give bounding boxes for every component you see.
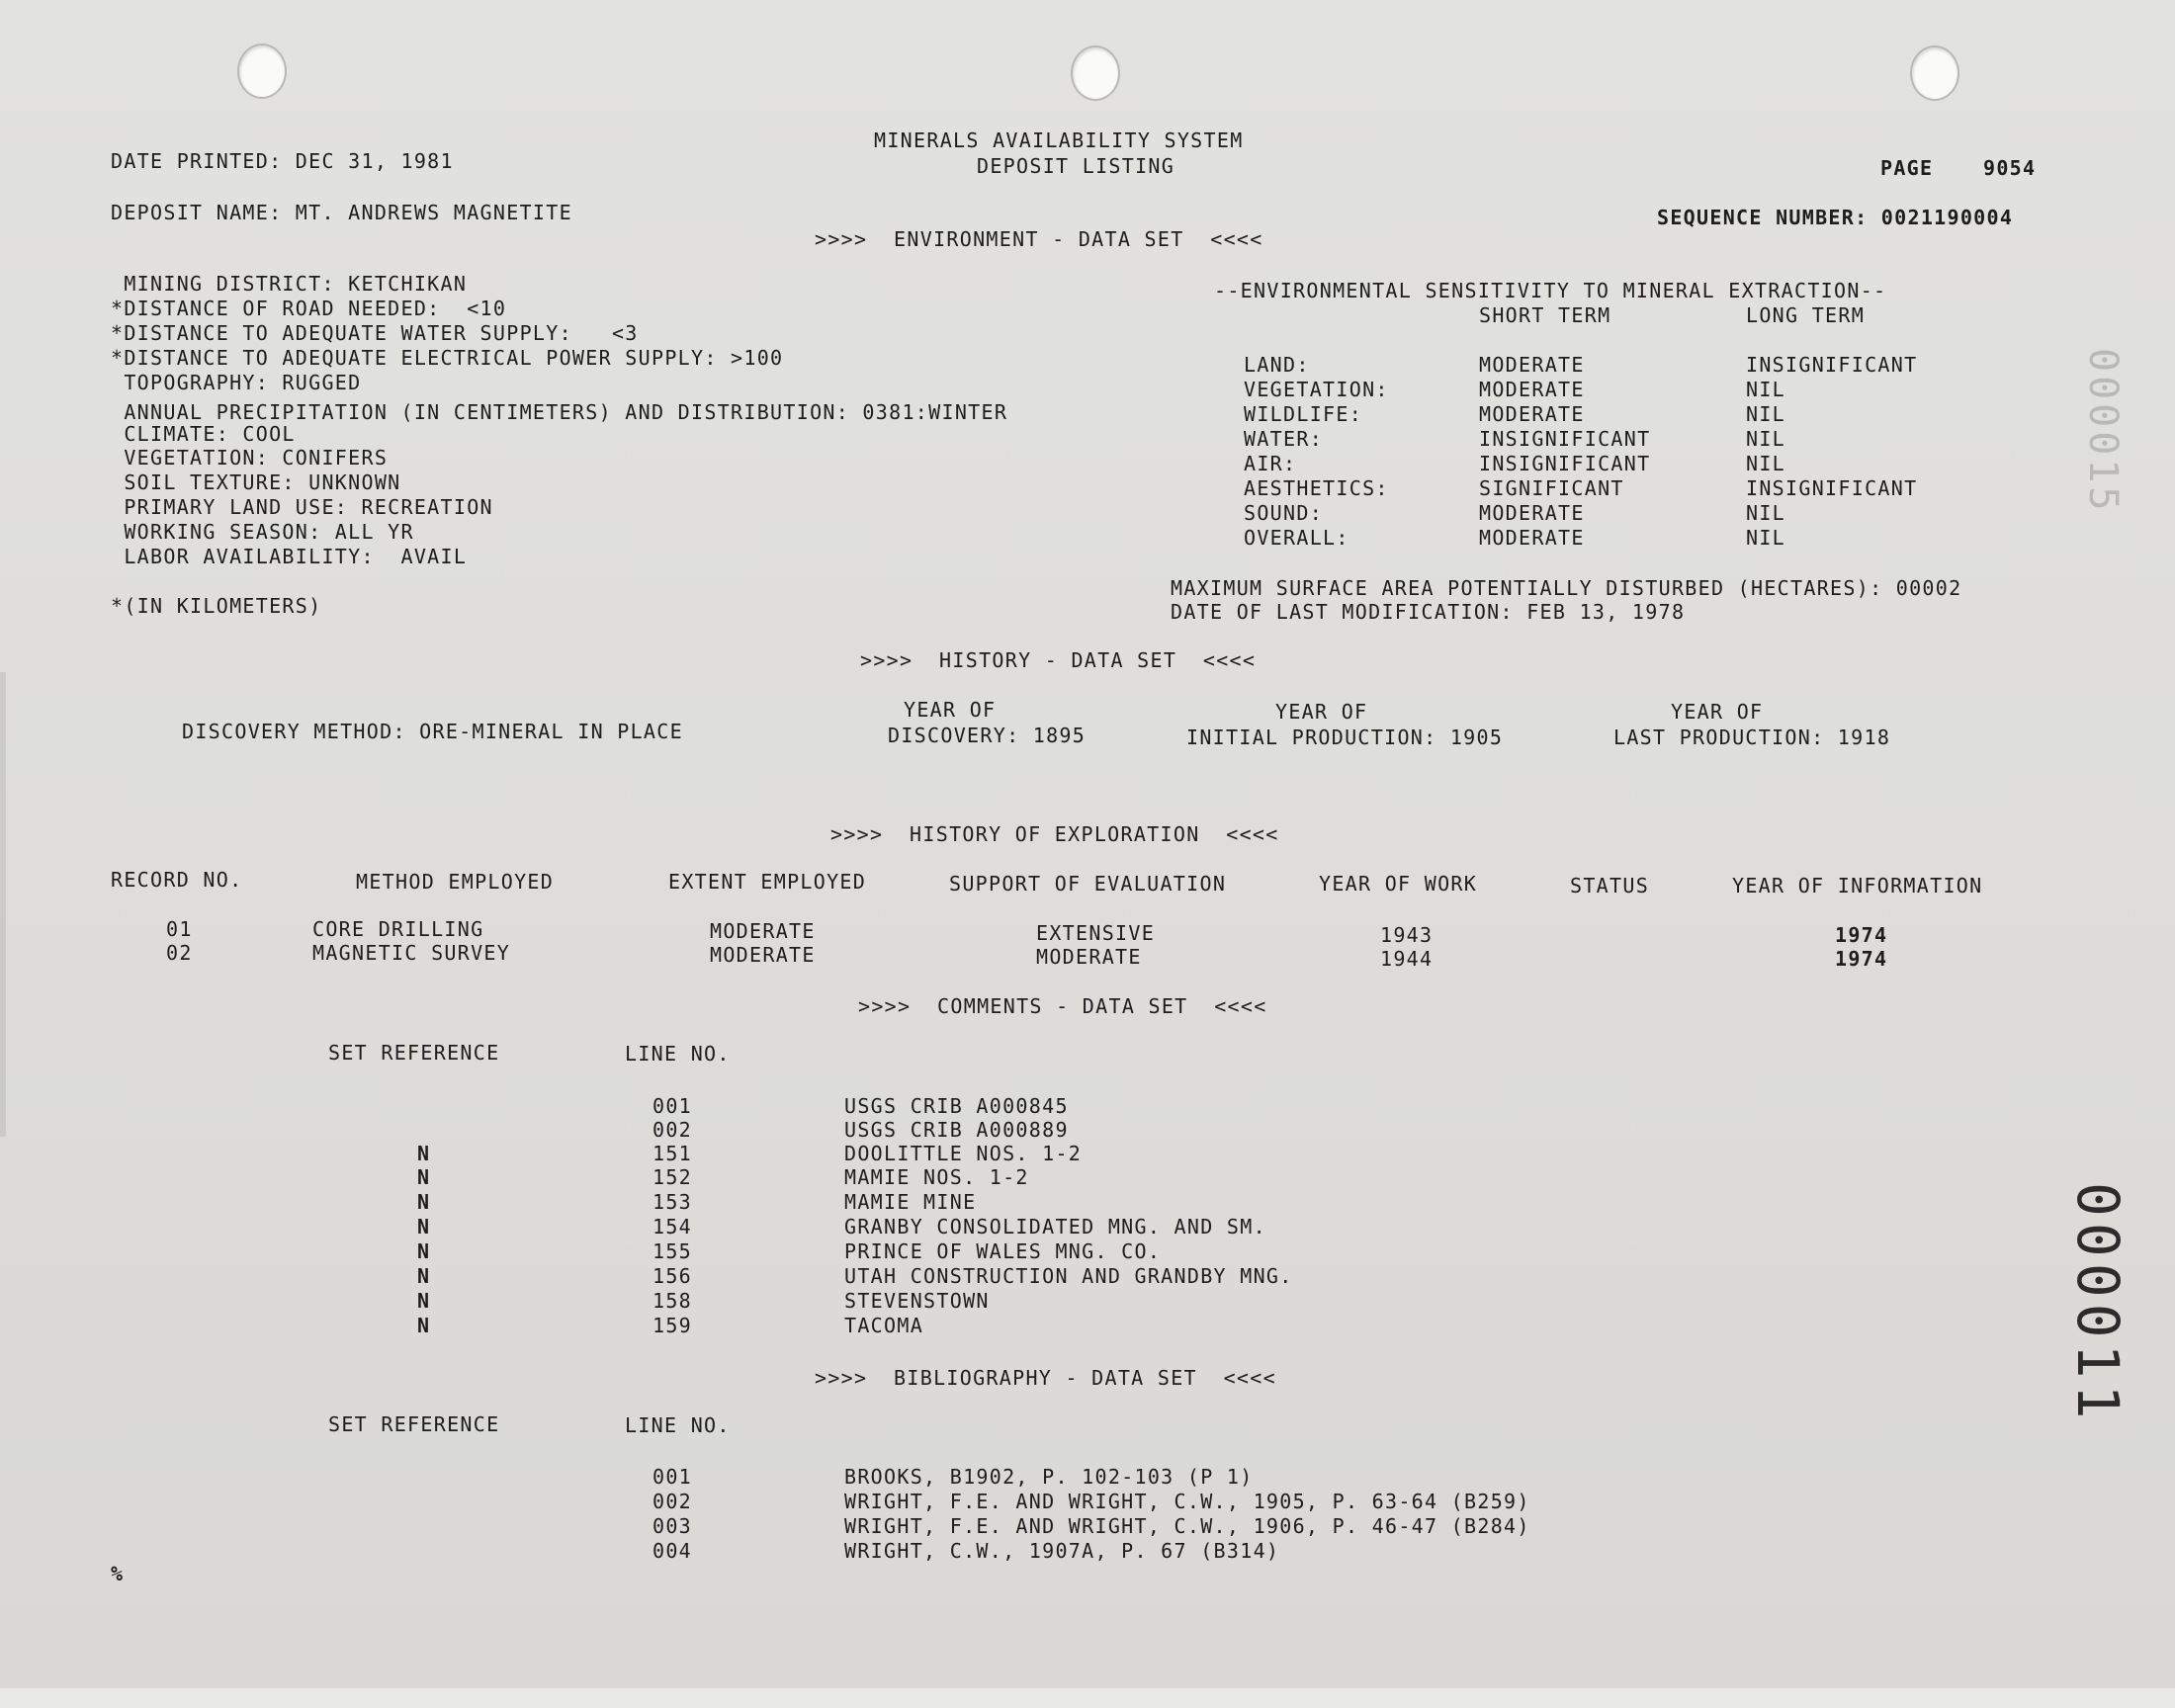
set-reference: N bbox=[417, 1165, 431, 1189]
sensitivity-long: NIL bbox=[1746, 526, 1786, 550]
environment-line: TOPOGRAPHY: RUGGED bbox=[111, 371, 362, 394]
comment-text: TACOMA bbox=[844, 1314, 924, 1337]
sensitivity-label: OVERALL: bbox=[1244, 526, 1349, 550]
bibliography-entry: WRIGHT, C.W., 1907A, P. 67 (B314) bbox=[844, 1539, 1280, 1563]
listing-title: DEPOSIT LISTING bbox=[977, 154, 1175, 178]
comment-text: USGS CRIB A000889 bbox=[844, 1118, 1069, 1142]
environment-line: *DISTANCE TO ADEQUATE WATER SUPPLY: <3 bbox=[111, 321, 639, 345]
environment-line: PRIMARY LAND USE: RECREATION bbox=[111, 495, 493, 519]
binder-hole-right bbox=[1910, 45, 1959, 101]
binder-hole-left bbox=[237, 43, 287, 99]
set-reference-header: SET REFERENCE bbox=[328, 1041, 500, 1065]
line-number: 155 bbox=[652, 1239, 693, 1263]
set-reference: N bbox=[417, 1142, 431, 1165]
discovery-year: DISCOVERY: 1895 bbox=[888, 724, 1087, 747]
line-number: 154 bbox=[652, 1215, 693, 1238]
set-reference: N bbox=[417, 1239, 431, 1263]
page-number: 9054 bbox=[1983, 156, 2037, 180]
year-of-label: YEAR OF bbox=[904, 698, 997, 722]
extent-employed: MODERATE bbox=[710, 943, 816, 967]
comment-text: MAMIE MINE bbox=[844, 1190, 977, 1214]
line-number: 001 bbox=[652, 1465, 693, 1489]
sensitivity-short: MODERATE bbox=[1479, 378, 1585, 401]
set-reference: N bbox=[417, 1289, 431, 1313]
page-label: PAGE bbox=[1880, 156, 1934, 180]
column-header: RECORD NO. bbox=[111, 868, 243, 892]
sensitivity-short: SIGNIFICANT bbox=[1479, 476, 1624, 500]
end-of-record-mark: % bbox=[111, 1562, 125, 1585]
archive-stamp-dark: 000011 bbox=[2064, 1182, 2132, 1425]
archive-stamp-light: 000015 bbox=[2080, 348, 2126, 515]
year-of-work: 1943 bbox=[1380, 923, 1434, 947]
environment-line: LABOR AVAILABILITY: AVAIL bbox=[111, 545, 468, 568]
kilometers-footnote: *(IN KILOMETERS) bbox=[111, 594, 322, 618]
sensitivity-short: MODERATE bbox=[1479, 526, 1585, 550]
sensitivity-label: SOUND: bbox=[1244, 501, 1324, 525]
exploration-section-title: >>>> HISTORY OF EXPLORATION <<<< bbox=[830, 822, 1279, 846]
comment-text: MAMIE NOS. 1-2 bbox=[844, 1165, 1029, 1189]
sensitivity-label: AESTHETICS: bbox=[1244, 476, 1389, 500]
year-of-label: YEAR OF bbox=[1275, 700, 1368, 724]
line-number: 152 bbox=[652, 1165, 693, 1189]
sensitivity-long: NIL bbox=[1746, 501, 1786, 525]
environment-line: WORKING SEASON: ALL YR bbox=[111, 520, 414, 544]
discovery-method: DISCOVERY METHOD: ORE-MINERAL IN PLACE bbox=[182, 720, 683, 743]
line-number: 003 bbox=[652, 1514, 693, 1538]
environment-line: MINING DISTRICT: KETCHIKAN bbox=[111, 272, 468, 296]
sensitivity-short: MODERATE bbox=[1479, 501, 1585, 525]
line-number: 001 bbox=[652, 1094, 693, 1118]
bibliography-section-title: >>>> BIBLIOGRAPHY - DATA SET <<<< bbox=[815, 1366, 1276, 1390]
extent-employed: MODERATE bbox=[710, 919, 816, 943]
last-modification-date: DATE OF LAST MODIFICATION: FEB 13, 1978 bbox=[1171, 600, 1686, 624]
comment-text: DOOLITTLE NOS. 1-2 bbox=[844, 1142, 1083, 1165]
bibliography-entry: BROOKS, B1902, P. 102-103 (P 1) bbox=[844, 1465, 1254, 1489]
sensitivity-label: WILDLIFE: bbox=[1244, 402, 1363, 426]
initial-production-year: INITIAL PRODUCTION: 1905 bbox=[1186, 726, 1504, 749]
date-printed: DATE PRINTED: DEC 31, 1981 bbox=[111, 149, 454, 173]
environment-line: SOIL TEXTURE: UNKNOWN bbox=[111, 470, 401, 494]
record-number: 02 bbox=[166, 941, 193, 965]
line-number: 159 bbox=[652, 1314, 693, 1337]
comment-text: PRINCE OF WALES MNG. CO. bbox=[844, 1239, 1162, 1263]
bibliography-entry: WRIGHT, F.E. AND WRIGHT, C.W., 1906, P. 46-47 (B284) bbox=[844, 1514, 1530, 1538]
set-reference-header: SET REFERENCE bbox=[328, 1412, 500, 1436]
column-header: YEAR OF INFORMATION bbox=[1732, 874, 1983, 897]
sensitivity-short: INSIGNIFICANT bbox=[1479, 452, 1651, 475]
column-header: YEAR OF WORK bbox=[1319, 872, 1478, 896]
line-no-header: LINE NO. bbox=[625, 1042, 731, 1066]
sensitivity-short: INSIGNIFICANT bbox=[1479, 427, 1651, 451]
comment-text: UTAH CONSTRUCTION AND GRANDBY MNG. bbox=[844, 1264, 1293, 1288]
sensitivity-short: MODERATE bbox=[1479, 402, 1585, 426]
year-of-label: YEAR OF bbox=[1671, 700, 1764, 724]
short-term-header: SHORT TERM bbox=[1479, 303, 1611, 327]
long-term-header: LONG TERM bbox=[1746, 303, 1866, 327]
line-number: 156 bbox=[652, 1264, 693, 1288]
environment-line: *DISTANCE OF ROAD NEEDED: <10 bbox=[111, 297, 507, 320]
last-production-year: LAST PRODUCTION: 1918 bbox=[1613, 726, 1891, 749]
environment-section-title: >>>> ENVIRONMENT - DATA SET <<<< bbox=[815, 227, 1263, 251]
column-header: METHOD EMPLOYED bbox=[356, 870, 555, 894]
column-header: SUPPORT OF EVALUATION bbox=[949, 872, 1227, 896]
sensitivity-short: MODERATE bbox=[1479, 353, 1585, 377]
column-header: EXTENT EMPLOYED bbox=[668, 870, 867, 894]
support-of-evaluation: MODERATE bbox=[1036, 945, 1142, 969]
sensitivity-long: NIL bbox=[1746, 427, 1786, 451]
year-of-information: 1974 bbox=[1835, 947, 1888, 971]
environment-line: VEGETATION: CONIFERS bbox=[111, 446, 389, 470]
set-reference: N bbox=[417, 1264, 431, 1288]
sensitivity-long: NIL bbox=[1746, 452, 1786, 475]
line-number: 004 bbox=[652, 1539, 693, 1563]
line-number: 002 bbox=[652, 1118, 693, 1142]
set-reference: N bbox=[417, 1215, 431, 1238]
environment-line: *DISTANCE TO ADEQUATE ELECTRICAL POWER SUPPLY: >100 bbox=[111, 346, 784, 370]
comment-text: GRANBY CONSOLIDATED MNG. AND SM. bbox=[844, 1215, 1266, 1238]
binder-hole-center bbox=[1071, 45, 1120, 101]
history-section-title: >>>> HISTORY - DATA SET <<<< bbox=[860, 648, 1257, 672]
sensitivity-label: LAND: bbox=[1244, 353, 1310, 377]
sensitivity-long: INSIGNIFICANT bbox=[1746, 476, 1918, 500]
line-number: 002 bbox=[652, 1490, 693, 1513]
sensitivity-label: VEGETATION: bbox=[1244, 378, 1389, 401]
environment-line: CLIMATE: COOL bbox=[111, 422, 296, 446]
support-of-evaluation: EXTENSIVE bbox=[1036, 921, 1156, 945]
method-employed: CORE DRILLING bbox=[312, 917, 484, 941]
sensitivity-long: INSIGNIFICANT bbox=[1746, 353, 1918, 377]
max-surface-area: MAXIMUM SURFACE AREA POTENTIALLY DISTURBED (HECTARES): 00002 bbox=[1171, 576, 1962, 600]
comments-section-title: >>>> COMMENTS - DATA SET <<<< bbox=[858, 994, 1267, 1018]
line-number: 158 bbox=[652, 1289, 693, 1313]
set-reference: N bbox=[417, 1190, 431, 1214]
scan-bottom-margin bbox=[0, 1688, 2175, 1708]
system-title: MINERALS AVAILABILITY SYSTEM bbox=[874, 128, 1244, 152]
deposit-name: DEPOSIT NAME: MT. ANDREWS MAGNETITE bbox=[111, 201, 572, 224]
sensitivity-long: NIL bbox=[1746, 378, 1786, 401]
environment-line: ANNUAL PRECIPITATION (IN CENTIMETERS) AND DISTRIBUTION: 0381:WINTER bbox=[111, 400, 1008, 424]
comment-text: STEVENSTOWN bbox=[844, 1289, 990, 1313]
column-header: STATUS bbox=[1570, 874, 1650, 897]
line-number: 151 bbox=[652, 1142, 693, 1165]
line-no-header: LINE NO. bbox=[625, 1413, 731, 1437]
sequence-number: SEQUENCE NUMBER: 0021190004 bbox=[1657, 206, 2014, 229]
page-edge-shadow bbox=[0, 672, 6, 1137]
sensitivity-label: WATER: bbox=[1244, 427, 1324, 451]
sensitivity-long: NIL bbox=[1746, 402, 1786, 426]
year-of-work: 1944 bbox=[1380, 947, 1434, 971]
sensitivity-label: AIR: bbox=[1244, 452, 1297, 475]
line-number: 153 bbox=[652, 1190, 693, 1214]
method-employed: MAGNETIC SURVEY bbox=[312, 941, 511, 965]
year-of-information: 1974 bbox=[1835, 923, 1888, 947]
comment-text: USGS CRIB A000845 bbox=[844, 1094, 1069, 1118]
set-reference: N bbox=[417, 1314, 431, 1337]
bibliography-entry: WRIGHT, F.E. AND WRIGHT, C.W., 1905, P. 63-64 (B259) bbox=[844, 1490, 1530, 1513]
record-number: 01 bbox=[166, 917, 193, 941]
sensitivity-title: --ENVIRONMENTAL SENSITIVITY TO MINERAL EXTRACTION-- bbox=[1214, 279, 1887, 302]
